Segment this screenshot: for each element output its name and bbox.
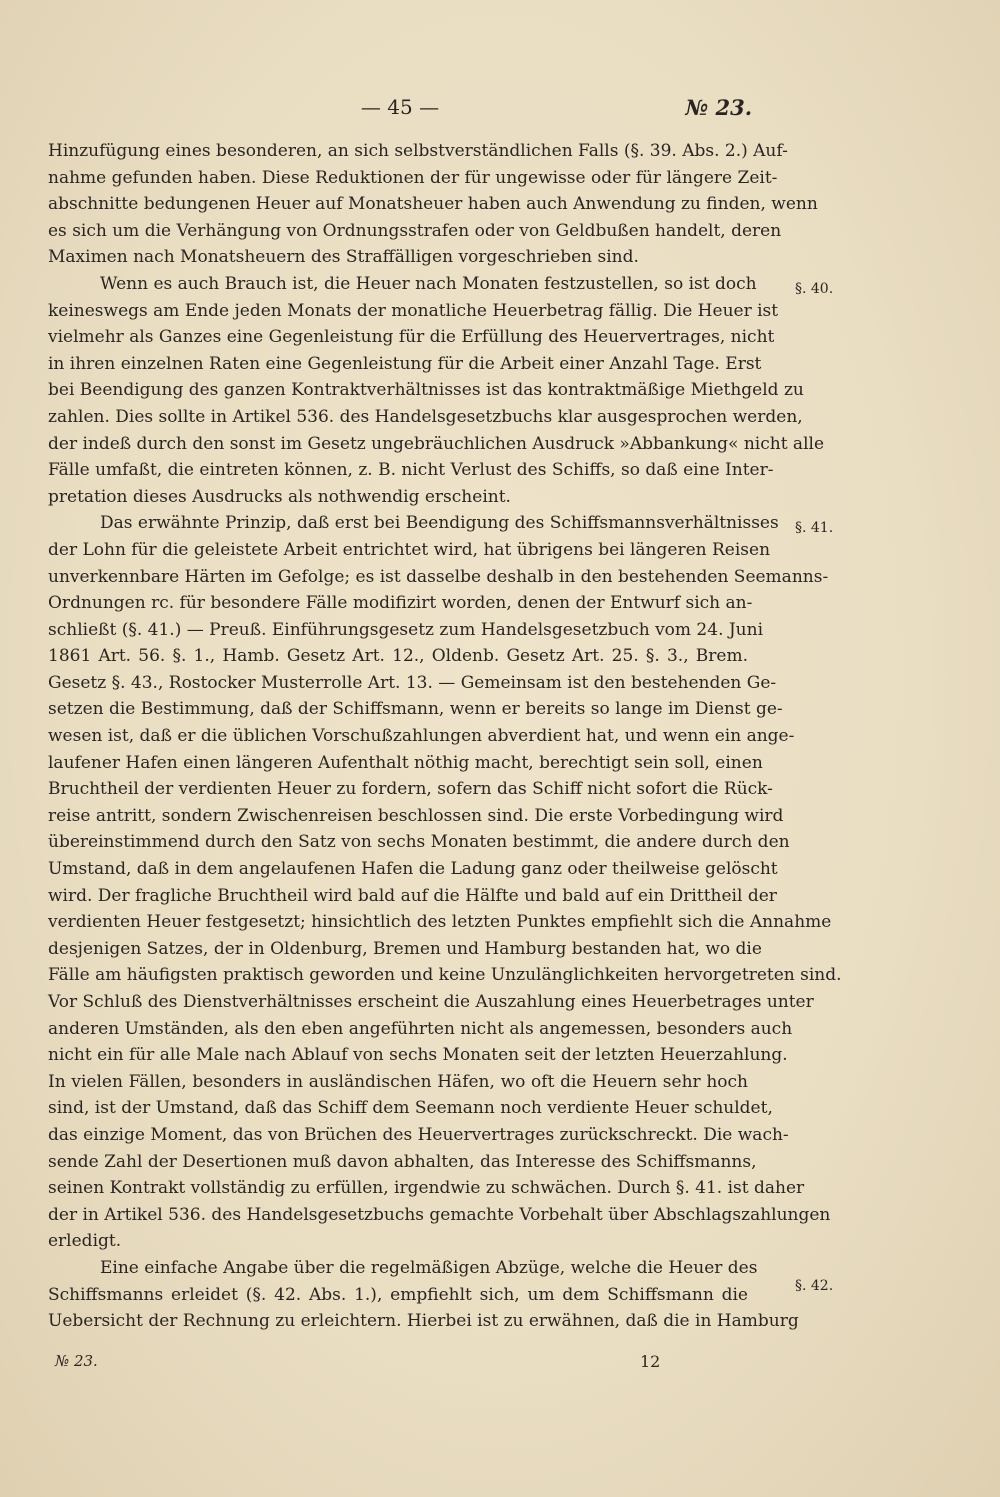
- text-line: der indeß durch den sonst im Gesetz ungebräuchlichen Ausdruck »Abbankung« nicht alle: [48, 433, 824, 454]
- text-line: übereinstimmend durch den Satz von sechs Monaten bestimmt, die andere durch den: [48, 832, 790, 853]
- text-line: setzen die Bestimmung, daß der Schiffsmann, wenn er bereits so lange im Dienst ge-: [48, 699, 783, 720]
- text-line: der Lohn für die geleistete Arbeit entrichtet wird, hat übrigens bei längeren Reisen: [48, 539, 771, 560]
- text-line: Hinzufügung eines besonderen, an sich selbstverständlichen Falls (§. 39. Abs. 2.) Auf-: [48, 141, 788, 161]
- text-line: das einzige Moment, das von Brüchen des Heuervertrages zurückschreckt. Die wach-: [48, 1124, 789, 1145]
- text-line: Bruchtheil der verdienten Heuer zu fordern, sofern das Schiff nicht sofort die Rück-: [48, 779, 773, 800]
- text-line: Das erwähnte Prinzip, daß erst bei Beendigung des Schiffsmannsverhältnisses: [100, 513, 779, 534]
- text-line: anderen Umständen, als den eben angeführten nicht als angemessen, besonders auch: [48, 1018, 793, 1039]
- text-line: zahlen. Dies sollte in Artikel 536. des Handelsgesetzbuchs klar ausgesprochen werden,: [48, 406, 803, 427]
- margin-section-ref: §. 41.: [795, 520, 834, 536]
- footer-doc-number: № 23.: [55, 1352, 98, 1370]
- text-line: es sich um die Verhängung von Ordnungsstrafen oder von Geldbußen handelt, deren: [48, 220, 782, 241]
- text-line: nicht ein für alle Male nach Ablauf von sechs Monaten seit der letzten Heuerzahlung.: [48, 1045, 788, 1066]
- text-line: Fälle umfaßt, die eintreten können, z. B. nicht Verlust des Schiffs, so daß eine Inter-: [48, 460, 774, 481]
- margin-section-ref: §. 42.: [795, 1278, 834, 1294]
- text-line: seinen Kontrakt vollständig zu erfüllen, irgendwie zu schwächen. Durch §. 41. ist daher: [48, 1178, 805, 1199]
- text-line: desjenigen Satzes, der in Oldenburg, Bremen und Hamburg bestanden hat, wo die: [48, 938, 762, 959]
- text-line: Schiffsmanns erleidet (§. 42. Abs. 1.), empfiehlt sich, um dem Schiffsmann die: [48, 1284, 748, 1305]
- text-line: sende Zahl der Desertionen muß davon abhalten, das Interesse des Schiffsmanns,: [48, 1151, 757, 1172]
- text-line: keineswegs am Ende jeden Monats der monatliche Heuerbetrag fällig. Die Heuer ist: [48, 300, 779, 321]
- text-line: in ihren einzelnen Raten eine Gegenleistung für die Arbeit einer Anzahl Tage. Erst: [48, 353, 762, 374]
- page-number: — 45 —: [360, 95, 440, 119]
- text-line: wird. Der fragliche Bruchtheil wird bald auf die Hälfte und bald auf ein Drittheil der: [48, 885, 777, 906]
- text-line: laufener Hafen einen längeren Aufenthalt nöthig macht, berechtigt sein soll, einen: [48, 752, 763, 773]
- text-line: Umstand, daß in dem angelaufenen Hafen die Ladung ganz oder theilweise gelöscht: [48, 859, 778, 880]
- text-line: verdienten Heuer festgesetzt; hinsichtlich des letzten Punktes empfiehlt sich die Annahme: [48, 912, 832, 933]
- text-line: In vielen Fällen, besonders in ausländischen Häfen, wo oft die Heuern sehr hoch: [48, 1071, 748, 1092]
- text-line: der in Artikel 536. des Handelsgesetzbuchs gemachte Vorbehalt über Abschlagszahlungen: [48, 1204, 831, 1225]
- text-line: Wenn es auch Brauch ist, die Heuer nach Monaten festzustellen, so ist doch: [100, 273, 757, 294]
- text-line: wesen ist, daß er die üblichen Vorschußzahlungen abverdient hat, und wenn ein ange-: [48, 726, 795, 747]
- page-header: [0, 95, 1000, 125]
- text-line: erledigt.: [48, 1231, 122, 1252]
- text-line: pretation dieses Ausdrucks als nothwendig erscheint.: [48, 486, 511, 507]
- text-line: vielmehr als Ganzes eine Gegenleistung für die Erfüllung des Heuervertrages, nicht: [48, 327, 775, 348]
- margin-section-ref: §. 40.: [795, 281, 834, 297]
- text-line: unverkennbare Härten im Gefolge; es ist dasselbe deshalb in den bestehenden Seemanns-: [48, 566, 829, 587]
- text-line: 1861 Art. 56. §. 1., Hamb. Gesetz Art. 12., Oldenb. Gesetz Art. 25. §. 3., Brem.: [48, 646, 748, 667]
- text-line: Ordnungen rc. für besondere Fälle modifizirt worden, denen der Entwurf sich an-: [48, 593, 753, 614]
- text-line: Eine einfache Angabe über die regelmäßigen Abzüge, welche die Heuer des: [100, 1257, 758, 1278]
- text-line: Uebersicht der Rechnung zu erleichtern. Hierbei ist zu erwähnen, daß die in Hamburg: [48, 1311, 799, 1332]
- text-line: Gesetz §. 43., Rostocker Musterrolle Art. 13. — Gemeinsam ist den bestehenden Ge-: [48, 672, 777, 693]
- text-line: sind, ist der Umstand, daß das Schiff dem Seemann noch verdiente Heuer schuldet,: [48, 1098, 773, 1119]
- text-line: abschnitte bedungenen Heuer auf Monatsheuer haben auch Anwendung zu finden, wenn: [48, 194, 818, 215]
- document-number: № 23.: [685, 95, 752, 120]
- text-line: Maximen nach Monatsheuern des Straffälligen vorgeschrieben sind.: [48, 247, 639, 268]
- text-line: Fälle am häufigsten praktisch geworden und keine Unzulänglichkeiten hervorgetreten sind.: [48, 965, 842, 986]
- text-line: Vor Schluß des Dienstverhältnisses erscheint die Auszahlung eines Heuerbetrages unter: [48, 992, 814, 1012]
- text-line: reise antritt, sondern Zwischenreisen beschlossen sind. Die erste Vorbedingung wird: [48, 805, 784, 826]
- text-line: nahme gefunden haben. Diese Reduktionen der für ungewisse oder für längere Zeit-: [48, 167, 778, 188]
- text-line: bei Beendigung des ganzen Kontraktverhältnisses ist das kontraktmäßige Miethgeld zu: [48, 380, 804, 401]
- footer-signature-number: 12: [640, 1352, 661, 1371]
- text-line: schließt (§. 41.) — Preuß. Einführungsgesetz zum Handelsgesetzbuch vom 24. Juni: [48, 619, 764, 640]
